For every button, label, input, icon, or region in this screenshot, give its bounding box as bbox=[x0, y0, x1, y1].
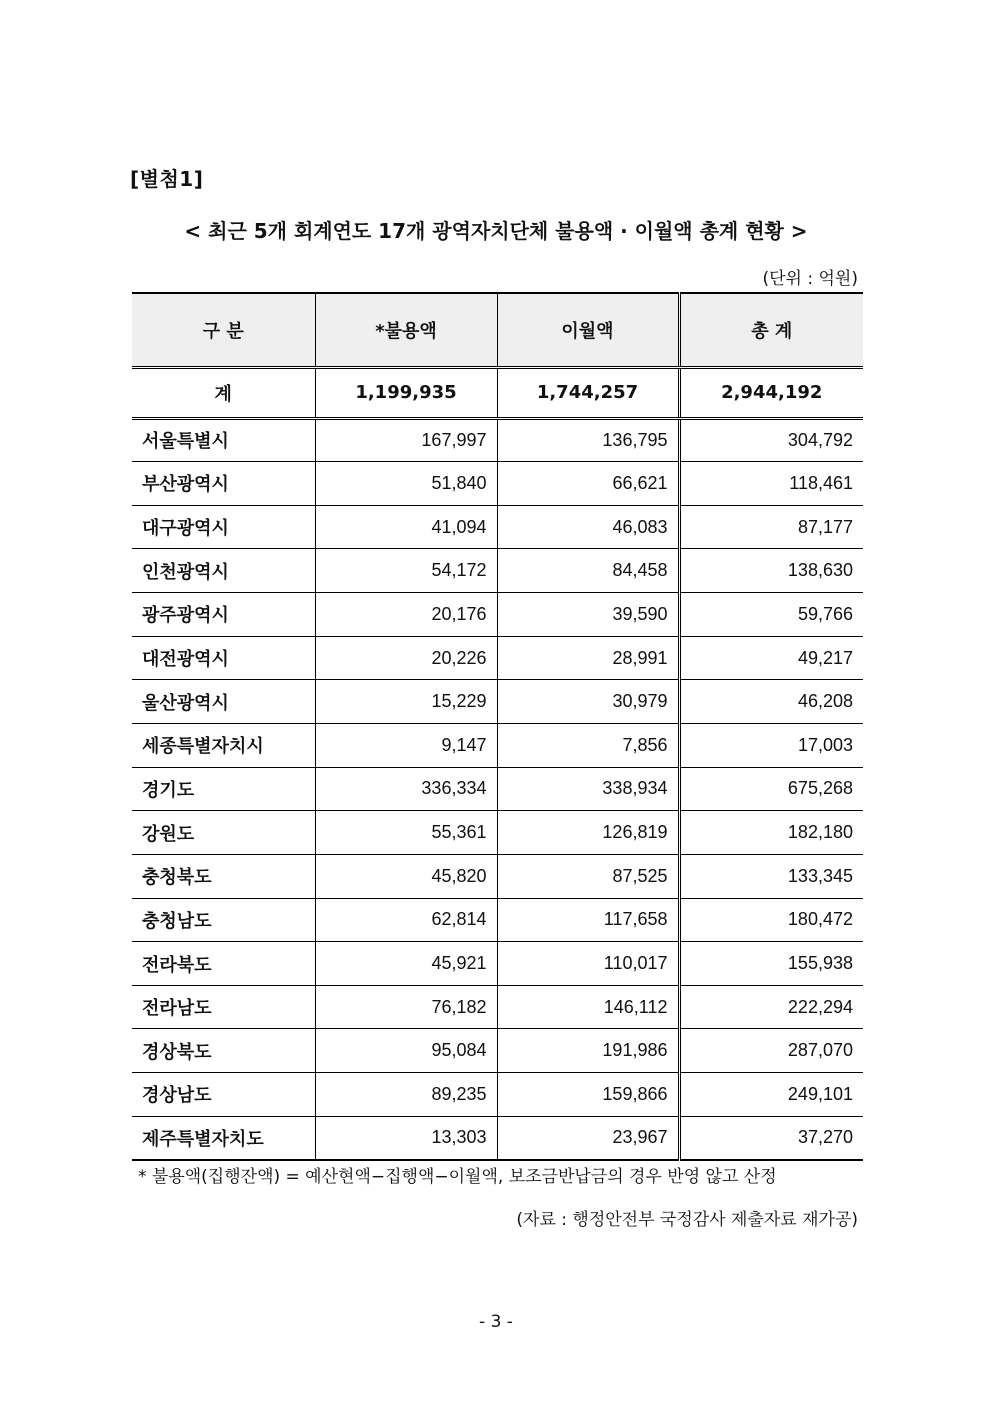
unused-amount-cell: 89,235 bbox=[315, 1073, 497, 1117]
header-row bbox=[132, 293, 863, 367]
unused-amount-cell: 13,303 bbox=[315, 1116, 497, 1160]
carryover-amount-cell: 146,112 bbox=[497, 985, 679, 1029]
region-name: 대구광역시 bbox=[132, 505, 315, 549]
total-unused: 1,199,935 bbox=[315, 367, 497, 418]
unused-amount-cell: 167,997 bbox=[315, 418, 497, 462]
grand-total-cell: 59,766 bbox=[679, 593, 863, 637]
region-name: 전라북도 bbox=[132, 942, 315, 986]
grand-total-cell: 49,217 bbox=[679, 636, 863, 680]
grand-total-cell: 675,268 bbox=[679, 767, 863, 811]
carryover-amount-cell: 66,621 bbox=[497, 462, 679, 506]
total-sum: 2,944,192 bbox=[679, 367, 863, 418]
unused-amount-cell: 336,334 bbox=[315, 767, 497, 811]
unused-amount-cell: 51,840 bbox=[315, 462, 497, 506]
table-row bbox=[132, 942, 863, 986]
unused-amount-cell: 20,226 bbox=[315, 636, 497, 680]
unused-amount-cell: 41,094 bbox=[315, 505, 497, 549]
grand-total-cell: 287,070 bbox=[679, 1029, 863, 1073]
region-name: 세종특별자치시 bbox=[132, 723, 315, 767]
region-name: 제주특별자치도 bbox=[132, 1116, 315, 1160]
grand-total-cell: 118,461 bbox=[679, 462, 863, 506]
region-name: 전라남도 bbox=[132, 985, 315, 1029]
grand-total-cell: 249,101 bbox=[679, 1073, 863, 1117]
table-row bbox=[132, 723, 863, 767]
region-name: 대전광역시 bbox=[132, 636, 315, 680]
unit-note: (단위 : 억원) bbox=[762, 269, 858, 289]
total-label: 계 bbox=[132, 367, 315, 418]
carryover-amount-cell: 117,658 bbox=[497, 898, 679, 942]
grand-total-cell: 138,630 bbox=[679, 549, 863, 593]
carryover-amount-cell: 338,934 bbox=[497, 767, 679, 811]
page-number: - 3 - bbox=[479, 1312, 513, 1332]
unused-amount-cell: 55,361 bbox=[315, 811, 497, 855]
attachment-label: [별첨1] bbox=[130, 167, 204, 191]
unused-amount-cell: 45,921 bbox=[315, 942, 497, 986]
carryover-amount-cell: 39,590 bbox=[497, 593, 679, 637]
region-name: 충청북도 bbox=[132, 854, 315, 898]
carryover-amount-cell: 23,967 bbox=[497, 1116, 679, 1160]
grand-total-cell: 46,208 bbox=[679, 680, 863, 724]
unused-amount-cell: 54,172 bbox=[315, 549, 497, 593]
table-row bbox=[132, 854, 863, 898]
source-note: (자료 : 행정안전부 국정감사 제출자료 재가공) bbox=[516, 1210, 858, 1230]
table-row bbox=[132, 1116, 863, 1160]
region-name: 울산광역시 bbox=[132, 680, 315, 724]
table-row bbox=[132, 462, 863, 506]
carryover-amount-cell: 136,795 bbox=[497, 418, 679, 462]
grand-total-cell: 182,180 bbox=[679, 811, 863, 855]
grand-total-cell: 222,294 bbox=[679, 985, 863, 1029]
carryover-amount-cell: 87,525 bbox=[497, 854, 679, 898]
unused-amount-cell: 45,820 bbox=[315, 854, 497, 898]
region-name: 인천광역시 bbox=[132, 549, 315, 593]
region-name: 경상북도 bbox=[132, 1029, 315, 1073]
table-row bbox=[132, 593, 863, 637]
carryover-amount-cell: 159,866 bbox=[497, 1073, 679, 1117]
table-row bbox=[132, 418, 863, 462]
table-row bbox=[132, 549, 863, 593]
grand-total-cell: 304,792 bbox=[679, 418, 863, 462]
unused-amount-cell: 95,084 bbox=[315, 1029, 497, 1073]
region-name: 서울특별시 bbox=[132, 418, 315, 462]
carryover-amount-cell: 28,991 bbox=[497, 636, 679, 680]
unused-amount-cell: 76,182 bbox=[315, 985, 497, 1029]
table-row bbox=[132, 636, 863, 680]
table-row bbox=[132, 985, 863, 1029]
unused-amount-cell: 9,147 bbox=[315, 723, 497, 767]
header-unused-amount: *불용액 bbox=[315, 293, 497, 367]
grand-total-cell: 37,270 bbox=[679, 1116, 863, 1160]
carryover-amount-cell: 191,986 bbox=[497, 1029, 679, 1073]
footnote: * 불용액(집행잔액) = 예산현액−집행액−이월액, 보조금반납금의 경우 반영 않고 산정 bbox=[138, 1167, 777, 1187]
header-carryover-amount: 이월액 bbox=[497, 293, 679, 367]
carryover-amount-cell: 84,458 bbox=[497, 549, 679, 593]
total-row bbox=[132, 367, 863, 418]
grand-total-cell: 180,472 bbox=[679, 898, 863, 942]
region-name: 강원도 bbox=[132, 811, 315, 855]
grand-total-cell: 87,177 bbox=[679, 505, 863, 549]
region-name: 경기도 bbox=[132, 767, 315, 811]
table-row bbox=[132, 1073, 863, 1117]
region-name: 경상남도 bbox=[132, 1073, 315, 1117]
grand-total-cell: 17,003 bbox=[679, 723, 863, 767]
grand-total-cell: 133,345 bbox=[679, 854, 863, 898]
carryover-amount-cell: 7,856 bbox=[497, 723, 679, 767]
grand-total-cell: 155,938 bbox=[679, 942, 863, 986]
unused-amount-cell: 15,229 bbox=[315, 680, 497, 724]
header-category: 구 분 bbox=[132, 293, 315, 367]
table-row bbox=[132, 505, 863, 549]
budget-table bbox=[132, 292, 863, 1161]
table-row bbox=[132, 767, 863, 811]
table-row bbox=[132, 680, 863, 724]
table-row bbox=[132, 811, 863, 855]
region-name: 충청남도 bbox=[132, 898, 315, 942]
carryover-amount-cell: 30,979 bbox=[497, 680, 679, 724]
carryover-amount-cell: 126,819 bbox=[497, 811, 679, 855]
unused-amount-cell: 62,814 bbox=[315, 898, 497, 942]
table-row bbox=[132, 898, 863, 942]
unused-amount-cell: 20,176 bbox=[315, 593, 497, 637]
table-row bbox=[132, 1029, 863, 1073]
header-grand-total: 총 계 bbox=[679, 293, 863, 367]
carryover-amount-cell: 46,083 bbox=[497, 505, 679, 549]
region-name: 부산광역시 bbox=[132, 462, 315, 506]
region-name: 광주광역시 bbox=[132, 593, 315, 637]
total-carryover: 1,744,257 bbox=[497, 367, 679, 418]
carryover-amount-cell: 110,017 bbox=[497, 942, 679, 986]
document-title: < 최근 5개 회계연도 17개 광역자치단체 불용액 · 이월액 총계 현황 > bbox=[184, 219, 808, 243]
